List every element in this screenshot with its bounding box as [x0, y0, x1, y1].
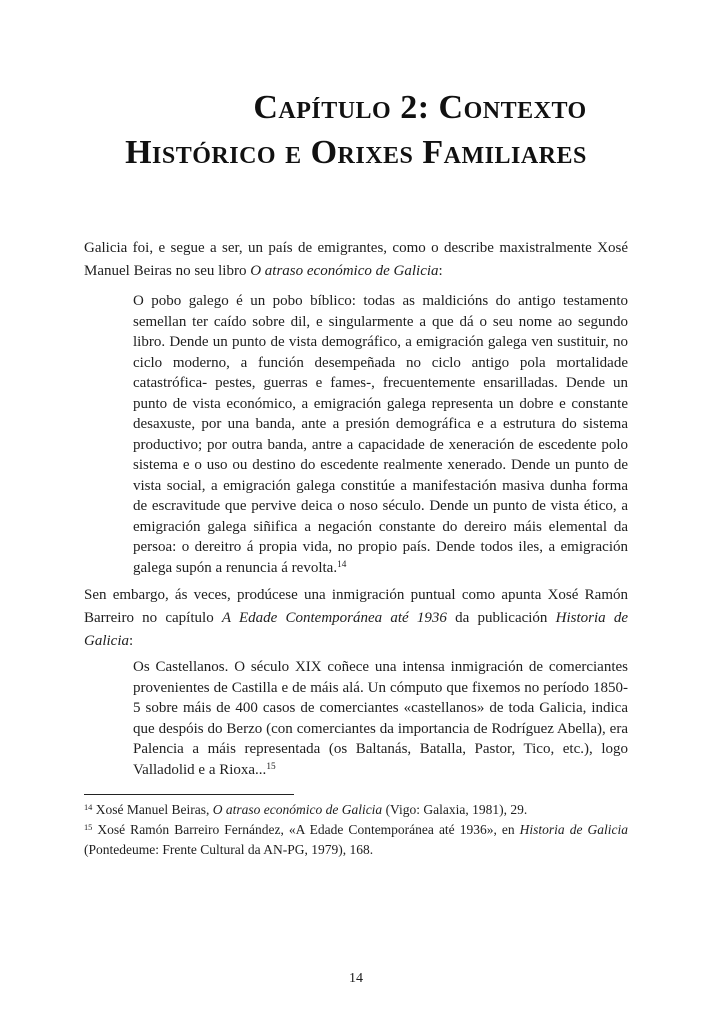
chapter-title-line-1: Capítulo 2: Contexto — [253, 89, 587, 126]
footnote-14-marker: 14 — [84, 803, 93, 813]
chapter-title — [84, 85, 628, 175]
page-number: 14 — [349, 971, 363, 986]
footnote-14-text: Xosé Manuel Beiras, O atraso económico de Galicia (Vigo: Galaxia, 1981), 29. — [92, 802, 528, 817]
footnote-14 — [84, 800, 628, 820]
footnote-separator — [84, 794, 294, 795]
blockquote-barreiro: Os Castellanos. O século XIX coñece una intensa inmigración de comerciantes provenientes de Castilla e de máis alá. Un cómputo que fixemos no período 1850-5 sobre máis de 400 casos de comerciantes «castellanos» de toda Galicia, indica que despóis do Berzo (con comerciantes da importancia de Rodríguez Abella), era Palencia a máis representada (os Baltanás, Batalla, Pastor, Tico, etc.), logo Valladolid e a Rioxa...$^{15}$ — [133, 659, 628, 778]
footnote-15 — [84, 820, 628, 860]
footnote-15-marker: 15 — [84, 823, 93, 833]
paragraph-intro: Galicia foi, e segue a ser, un país de emigrantes, como o describe maxistralmente Xosé Manuel Beiras no seu libro O atraso económico de Galicia: — [84, 240, 628, 279]
text-block — [84, 0, 628, 860]
footnote-15-text: Xosé Ramón Barreiro Fernández, «A Edade Contemporánea até 1936», en Historia de Galicia (Pontedeume: Frente Cultural da AN-PG, 1979), 168. — [84, 822, 628, 857]
blockquote-beiras: O pobo galego é un pobo bíblico: todas as maldicións do antigo testamento semellan ter caído sobre dil, e singularmente a que dá o seu nome ao segundo libro. Dende un punto de vista demográfico, a emigración galega ven sustituir, no ciclo moderno, a función desempeñada no ciclo antigo pola mortalidade catastrófica- pestes, guerras e fames-, frecuentemente ensarilladas. Dende un punto de vista económico, a emigración galega representa un dobre e constante desaxuste, por una banda, ante a presión demográfica e a estrutura do sistema productivo; por outra banda, antre a capacidade de xeneración de escedente polo sistema e o uso ou destino do escedente realmente xenerado. Dende un punto de vista social, a emigración galega constitúe a manifestación masiva dunha forma de escravitude que pervive deica o noso século. Dende un punto de vista ético, a emigración galega siñifica a negación constante do dereiro máis elemental da persoa: o dereitro á propia vida, no propio país. Dende todos iles, a emigración galega supón a renuncia á revolta.$^{14}$ — [133, 293, 628, 576]
paragraph-sen-embargo: Sen embargo, ás veces, prodúcese una inmigración puntual como apunta Xosé Ramón Barreiro no capítulo A Edade Contemporánea até 1936 da publicación Historia de Galicia: — [84, 587, 628, 649]
chapter-title-line-2: Histórico e Orixes Familiares — [125, 134, 587, 171]
footnote-area — [84, 794, 628, 860]
